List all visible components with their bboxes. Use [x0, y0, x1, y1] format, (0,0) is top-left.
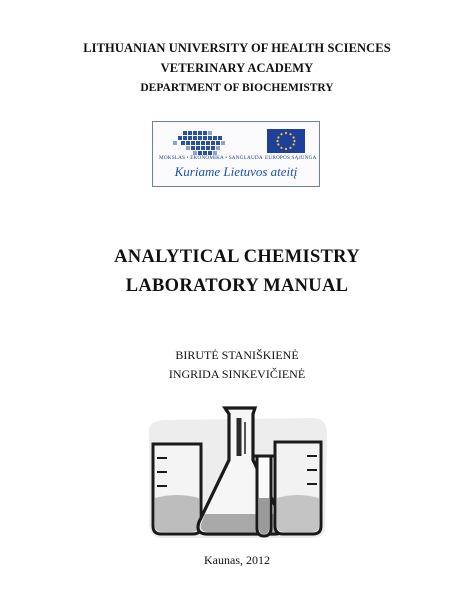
eu-union-caption: EUROPOS SĄJUNGA [265, 155, 317, 161]
university-name: LITHUANIAN UNIVERSITY OF HEALTH SCIENCES [83, 41, 391, 55]
author-1: BIRUTĖ STANIŠKIENĖ [175, 348, 299, 362]
eu-funds-caption: MOKSLAS • EKONOMIKA • SANGLAUDA [159, 155, 263, 161]
author-2: INGRIDA SINKEVIČIENĖ [168, 367, 306, 381]
department-name: DEPARTMENT OF BIOCHEMISTRY [140, 82, 334, 94]
title-line-2: LABORATORY MANUAL [125, 276, 349, 296]
place-and-year: Kaunas, 2012 [204, 553, 270, 567]
academy-name: VETERINARY ACADEMY [160, 61, 314, 75]
laboratory-glassware-icon [143, 402, 333, 542]
eu-funds-logo [152, 121, 320, 187]
logo-slogan: Kuriame Lietuvos ateitį [174, 164, 298, 179]
title-line-1: ANALYTICAL CHEMISTRY [114, 247, 360, 267]
